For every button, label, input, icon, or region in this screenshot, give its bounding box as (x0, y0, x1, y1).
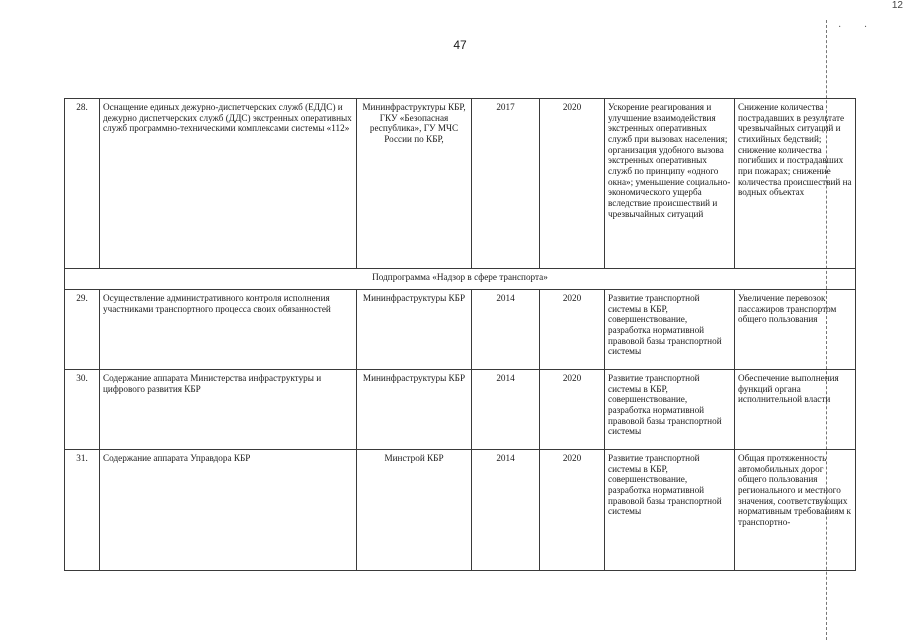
end-year: 2020 (540, 290, 605, 370)
row-number: 30. (65, 370, 100, 450)
row-number: 29. (65, 290, 100, 370)
end-year: 2020 (540, 450, 605, 571)
measure-name: Осуществление административного контроля исполнения участниками транспортного процесса своих обязанностей (100, 290, 357, 370)
expected-result: Развитие транспортной системы в КБР, совершенствование, разработка нормативной правовой базы транспортной системы (605, 450, 735, 571)
indicator: Снижение количества пострадавших в результате чрезвычайных ситуаций и стихийных бедствий; снижение количества погибших и пострадавших при пожарах; снижение количества происшествий на водных объектах (735, 99, 856, 269)
table-row (65, 290, 856, 370)
scan-edge-marks: · · (838, 22, 878, 33)
measures-table (64, 98, 856, 571)
start-year: 2017 (472, 99, 540, 269)
page-number: 47 (453, 38, 467, 52)
end-year: 2020 (540, 370, 605, 450)
measure-name: Оснащение единых дежурно-диспетчерских служб (ЕДДС) и дежурно диспетчерских служб (ДДС) экстренных оперативных служб программно-техническими комплексами системы «112» (100, 99, 357, 269)
start-year: 2014 (472, 450, 540, 571)
measure-name: Содержание аппарата Министерства инфраструктуры и цифрового развития КБР (100, 370, 357, 450)
executor: Минстрой КБР (357, 450, 472, 571)
subprogram-title: Подпрограмма «Надзор в сфере транспорта» (65, 269, 856, 290)
executor: Мининфраструктуры КБР (357, 370, 472, 450)
expected-result: Ускорение реагирования и улучшение взаимодействия экстренных оперативных служб при вызовах населения; организация удобного вызова экстренных оперативных служб по принципу «одного окна»; уменьшение социально-экономического ущерба вследствие происшествий и чрезвычайных ситуаций (605, 99, 735, 269)
expected-result: Развитие транспортной системы в КБР, совершенствование, разработка нормативной правовой базы транспортной системы (605, 290, 735, 370)
measure-name: Содержание аппарата Управдора КБР (100, 450, 357, 571)
row-number: 28. (65, 99, 100, 269)
expected-result: Развитие транспортной системы в КБР, совершенствование, разработка нормативной правовой базы транспортной системы (605, 370, 735, 450)
corner-page-mark: 12 (891, 0, 903, 11)
indicator: Обеспечение выполнения функций органа исполнительной власти (735, 370, 856, 450)
row-number: 31. (65, 450, 100, 571)
table-row (65, 450, 856, 571)
table-row (65, 370, 856, 450)
executor: Мининфраструктуры КБР (357, 290, 472, 370)
start-year: 2014 (472, 370, 540, 450)
executor: Мининфраструктуры КБР, ГКУ «Безопасная республика», ГУ МЧС России по КБР, (357, 99, 472, 269)
indicator: Увеличение перевозок пассажиров транспортом общего пользования (735, 290, 856, 370)
table-row (65, 99, 856, 269)
end-year: 2020 (540, 99, 605, 269)
start-year: 2014 (472, 290, 540, 370)
section-row (65, 269, 856, 290)
indicator: Общая протяженность автомобильных дорог общего пользования регионального и местного значения, соответствующих нормативным требованиям к транспортно- (735, 450, 856, 571)
